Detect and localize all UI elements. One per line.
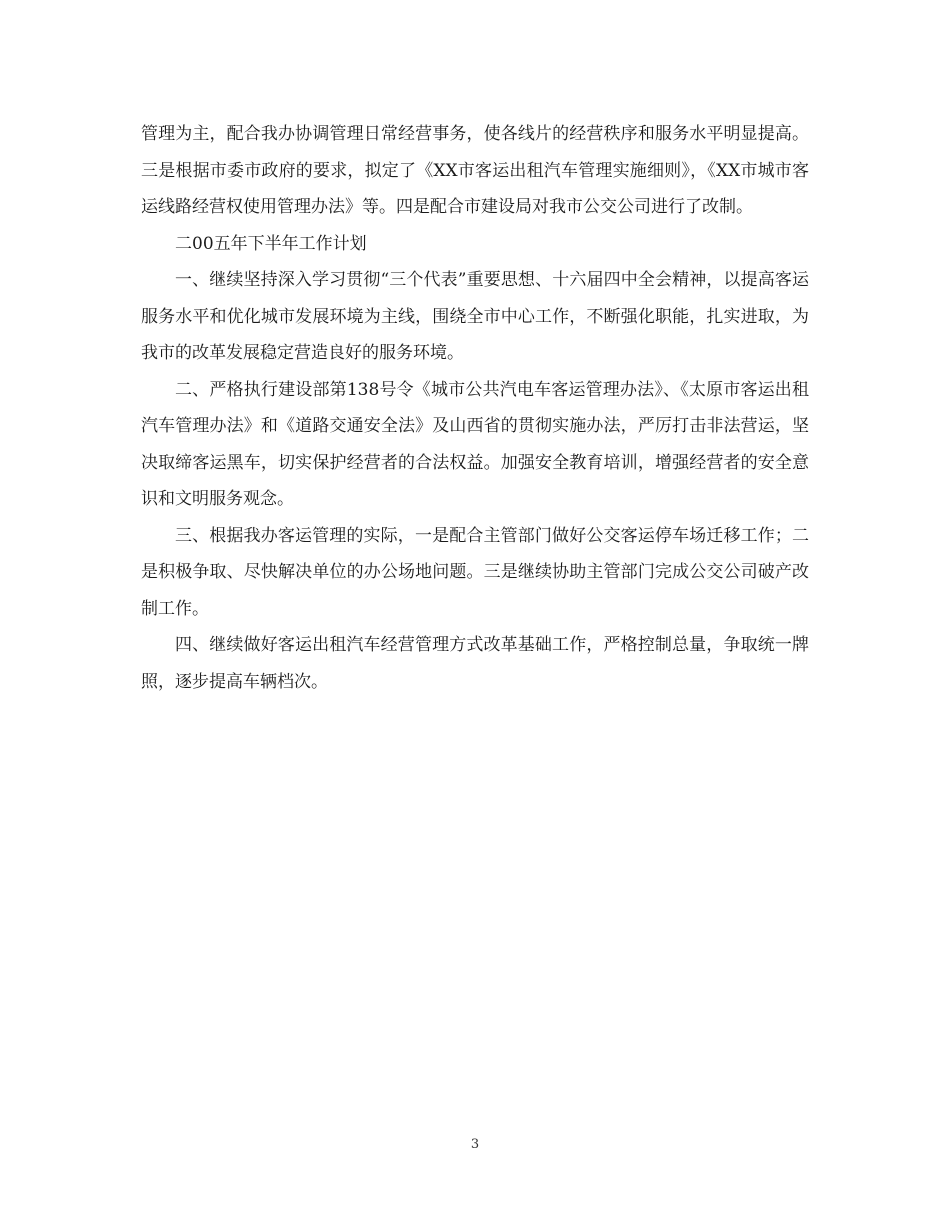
plan-item-2: 二、严格执行建设部第138号令《城市公共汽电车客运管理办法》、《太原市客运出租汽车管理办法》和《道路交通安全法》及山西省的贯彻实施办法，严厉打击非法营运，坚决取缔客运黑车，切实保护经营者的合法权益。加强安全教育培训，增强经营者的安全意识和文明服务观念。 xyxy=(141,379,809,509)
plan-item-4: 四、继续做好客运出租汽车经营管理方式改革基础工作，严格控制总量，争取统一牌照，逐步提高车辆档次。 xyxy=(141,635,809,692)
plan-item-3: 三、根据我办客运管理的实际，一是配合主管部门做好公交客运停车场迁移工作；二是积极争取、尽快解决单位的办公场地问题。三是继续协助主管部门完成公交公司破产改制工作。 xyxy=(141,525,809,619)
paragraph-continuation: 管理为主，配合我办协调管理日常经营事务，使各线片的经营秩序和服务水平明显提高。三是根据市委市政府的要求，拟定了《XX市客运出租汽车管理实施细则》，《XX市城市客运线路经营权使用管理办法》等。四是配合市建设局对我市公交公司进行了改制。 xyxy=(141,124,809,217)
page-number: 3 xyxy=(470,1137,480,1152)
section-heading: 二00五年下半年工作计划 xyxy=(175,233,367,254)
document-body xyxy=(141,116,809,700)
plan-item-1: 一、继续坚持深入学习贯彻“三个代表”重要思想、十六届四中全会精神，以提高客运服务水平和优化城市发展环境为主线，围绕全市中心工作，不断强化职能，扎实进取，为我市的改革发展稳定营造良好的服务环境。 xyxy=(141,270,809,363)
